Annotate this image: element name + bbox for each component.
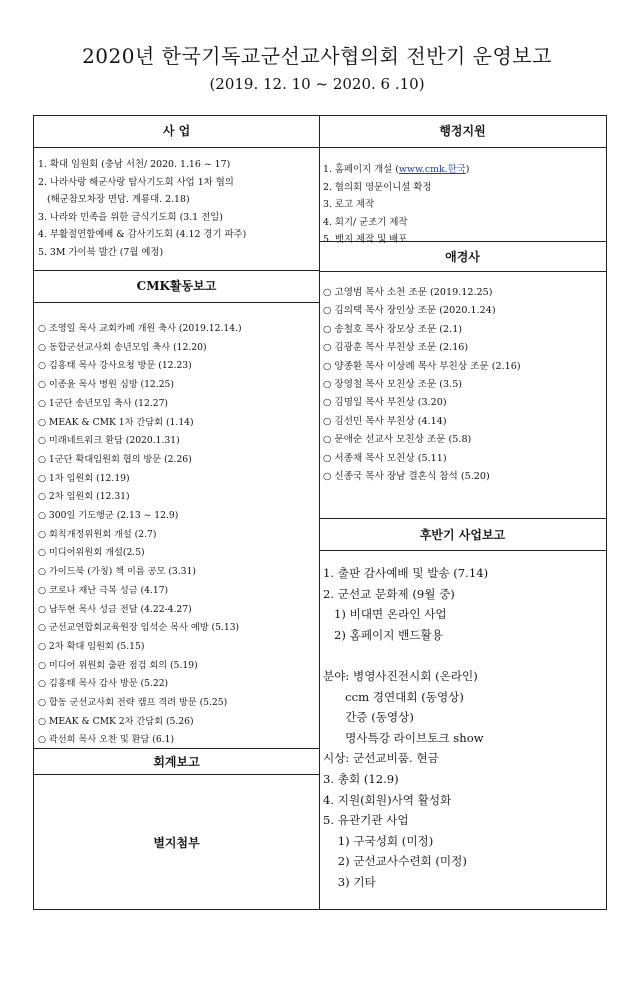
cmk-activity-item: ○ MEAK & CMK 1차 간담회 (1.14) xyxy=(38,416,194,428)
second-half-heading: 후반기 사업보고 xyxy=(319,519,606,551)
admin-item: 5. 뱃지 제작 및 배포 xyxy=(323,234,408,245)
cmk-activity-item: ○ 조영일 목사 교회카페 개원 축사 (2019.12.14.) xyxy=(38,323,242,334)
admin-item: 3. 로고 제작 xyxy=(323,199,375,210)
second-half-item xyxy=(323,645,488,666)
admin-item: 4. 회기/ 군조기 제작 xyxy=(323,216,408,228)
cmk-activity-item: ○ 1군단 송년모임 축사 (12.27) xyxy=(38,397,169,409)
left-column xyxy=(34,116,320,909)
second-half-item: 2) 홈페이지 밴드활용 xyxy=(323,627,443,642)
condolence-item: ○ 고영범 목사 소천 조문 (2019.12.25) xyxy=(323,287,493,298)
condolence-heading: 애경사 xyxy=(319,242,606,272)
second-half-item: 1) 비대면 온라인 사업 xyxy=(323,607,447,622)
cmk-activity-item: ○ 곽선희 목사 오찬 및 환담 (6.1) xyxy=(38,734,175,746)
cmk-activity-item: ○ 회칙개정위원회 개설 (2.7) xyxy=(38,528,157,540)
condolence-list xyxy=(323,284,521,486)
second-half-item: 1. 출판 감사예배 및 발송 (7.14) xyxy=(323,566,489,580)
second-half-item: 4. 지원(회원)사역 활성화 xyxy=(323,792,452,807)
second-half-item: 2) 군선교사수련회 (미정) xyxy=(323,854,467,869)
second-half-item: 명사특강 라이브토크 show xyxy=(323,730,484,745)
cmk-activity-item: ○ 김홍태 목사 감사 방문 (5.22) xyxy=(38,678,169,690)
business-item: 5. 3M 가이북 발간 (7월 예정) xyxy=(38,246,164,258)
business-item: 4. 부활절연합예배 & 감사기도회 (4.12 경기 파주) xyxy=(38,229,247,240)
cmk-activity-item: ○ 김홍태 목사 강사요청 방문 (12.23) xyxy=(38,360,192,372)
second-half-item: 3) 기타 xyxy=(323,874,376,889)
business-item: 1. 확대 임원회 (충남 서천/ 2020. 1.16 ~ 17) xyxy=(38,159,231,170)
cmk-activity-item: ○ 합동 군선교사회 전략 캠프 격려 방문 (5.25) xyxy=(38,697,228,709)
condolence-item: ○ 김선민 목사 부친상 (4.14) xyxy=(323,415,447,427)
condolence-item: ○ 송철호 목사 장모상 조문 (2.1) xyxy=(323,323,463,335)
second-half-item: 분야: 병영사진전시회 (온라인) xyxy=(323,668,478,683)
condolence-item: ○ 양종환 목사 이상례 목사 부친상 조문 (2.16) xyxy=(323,360,521,372)
cmk-activity-item: ○ 이종윤 목사 병원 심방 (12.25) xyxy=(38,379,174,391)
cmk-activity-item: ○ 미디어 위원회 출판 점검 회의 (5.19) xyxy=(38,659,198,671)
second-half-item: 2. 군선교 문화제 (9월 중) xyxy=(323,586,455,601)
cmk-activity-item: ○ MEAK & CMK 2차 간담회 (5.26) xyxy=(38,715,194,727)
condolence-item: ○ 김의택 목사 장인상 조문 (2020.1.24) xyxy=(323,305,496,317)
cmk-activity-item: ○ 동합군선교사회 송년모임 축사 (12.20) xyxy=(38,341,207,353)
homepage-link[interactable]: www.cmk.한국 xyxy=(398,164,466,175)
admin-item: 1. 홈페이지 개설 (www.cmk.한국) xyxy=(323,164,470,175)
business-heading: 사 업 xyxy=(34,116,319,148)
cmk-activity-item: ○ 2차 임원회 (12.31) xyxy=(38,491,130,503)
cmk-activity-item: ○ 군선교연합회교육원장 임석순 목사 예방 (5.13) xyxy=(38,622,240,634)
second-half-item: 간증 (동영상) xyxy=(323,710,414,725)
cmk-activity-item: ○ 남두현 목사 성금 전달 (4.22-4.27) xyxy=(38,603,192,615)
business-item: 3. 나라와 민족을 위한 금식기도회 (3.1 전일) xyxy=(38,211,223,223)
condolence-item: ○ 김명일 목사 부친상 (3.20) xyxy=(323,397,447,409)
second-half-item: 시상: 군선교비품. 현금 xyxy=(323,751,439,766)
cmk-heading: CMK활동보고 xyxy=(34,271,319,303)
condolence-item: ○ 서종채 목사 모친상 (5.11) xyxy=(323,452,447,464)
business-list xyxy=(38,156,246,261)
business-item: (해군참모차장 면담. 계룡대. 2.18) xyxy=(38,194,190,205)
report-table xyxy=(33,115,607,910)
cmk-activity-item: ○ 코로나 재난 극복 성금 (4.17) xyxy=(38,584,169,596)
cmk-activity-item: ○ 1차 임원회 (12.19) xyxy=(38,472,130,484)
second-half-item: ccm 경연대회 (동영상) xyxy=(323,689,464,704)
condolence-item: ○ 문애순 선교사 모친상 조문 (5.8) xyxy=(323,434,472,446)
right-column xyxy=(319,116,606,909)
second-half-list xyxy=(323,563,488,893)
second-half-item: 5. 유관기관 사업 xyxy=(323,813,409,828)
cmk-activity-item: ○ 미래네트워크 환담 (2020.1.31) xyxy=(38,435,180,447)
report-period: (2019. 12. 10 ~ 2020. 6 .10) xyxy=(209,75,425,93)
admin-list xyxy=(323,161,469,249)
accounting-heading: 회계보고 xyxy=(34,749,319,775)
condolence-item: ○ 신종국 목사 장남 결혼식 참석 (5.20) xyxy=(323,471,490,483)
cmk-activity-item: ○ 300일 기도행군 (2.13 ~ 12.9) xyxy=(38,510,179,522)
second-half-item: 1) 구국성회 (미정) xyxy=(323,833,434,848)
admin-heading: 행정지원 xyxy=(319,116,606,148)
condolence-item: ○ 장영철 목사 모친상 조문 (3.5) xyxy=(323,379,463,391)
accounting-body: 별지첨부 xyxy=(153,836,200,850)
condolence-item: ○ 김광훈 목사 부친상 조문 (2.16) xyxy=(323,342,469,354)
second-half-item: 3. 총회 (12.9) xyxy=(323,771,399,786)
cmk-activity-item: ○ 미디어위원회 개설(2.5) xyxy=(38,547,145,559)
cmk-activity-item: ○ 2차 확대 임원회 (5.15) xyxy=(38,640,145,652)
business-item: 2. 나라사랑 해군사랑 탐사기도회 사업 1차 협의 xyxy=(38,176,234,188)
cmk-activity-item: ○ 1군단 확대임원회 협의 방문 (2.26) xyxy=(38,453,192,465)
page-title: 2020년 한국기독교군선교사협의회 전반기 운영보고 xyxy=(82,44,552,68)
admin-item: 2. 협의회 영문이니셜 확정 xyxy=(323,181,432,193)
cmk-activity-item: ○ 가이드북 (가칭) 책 이름 공모 (3.31) xyxy=(38,566,196,578)
cmk-activity-list xyxy=(38,320,242,750)
